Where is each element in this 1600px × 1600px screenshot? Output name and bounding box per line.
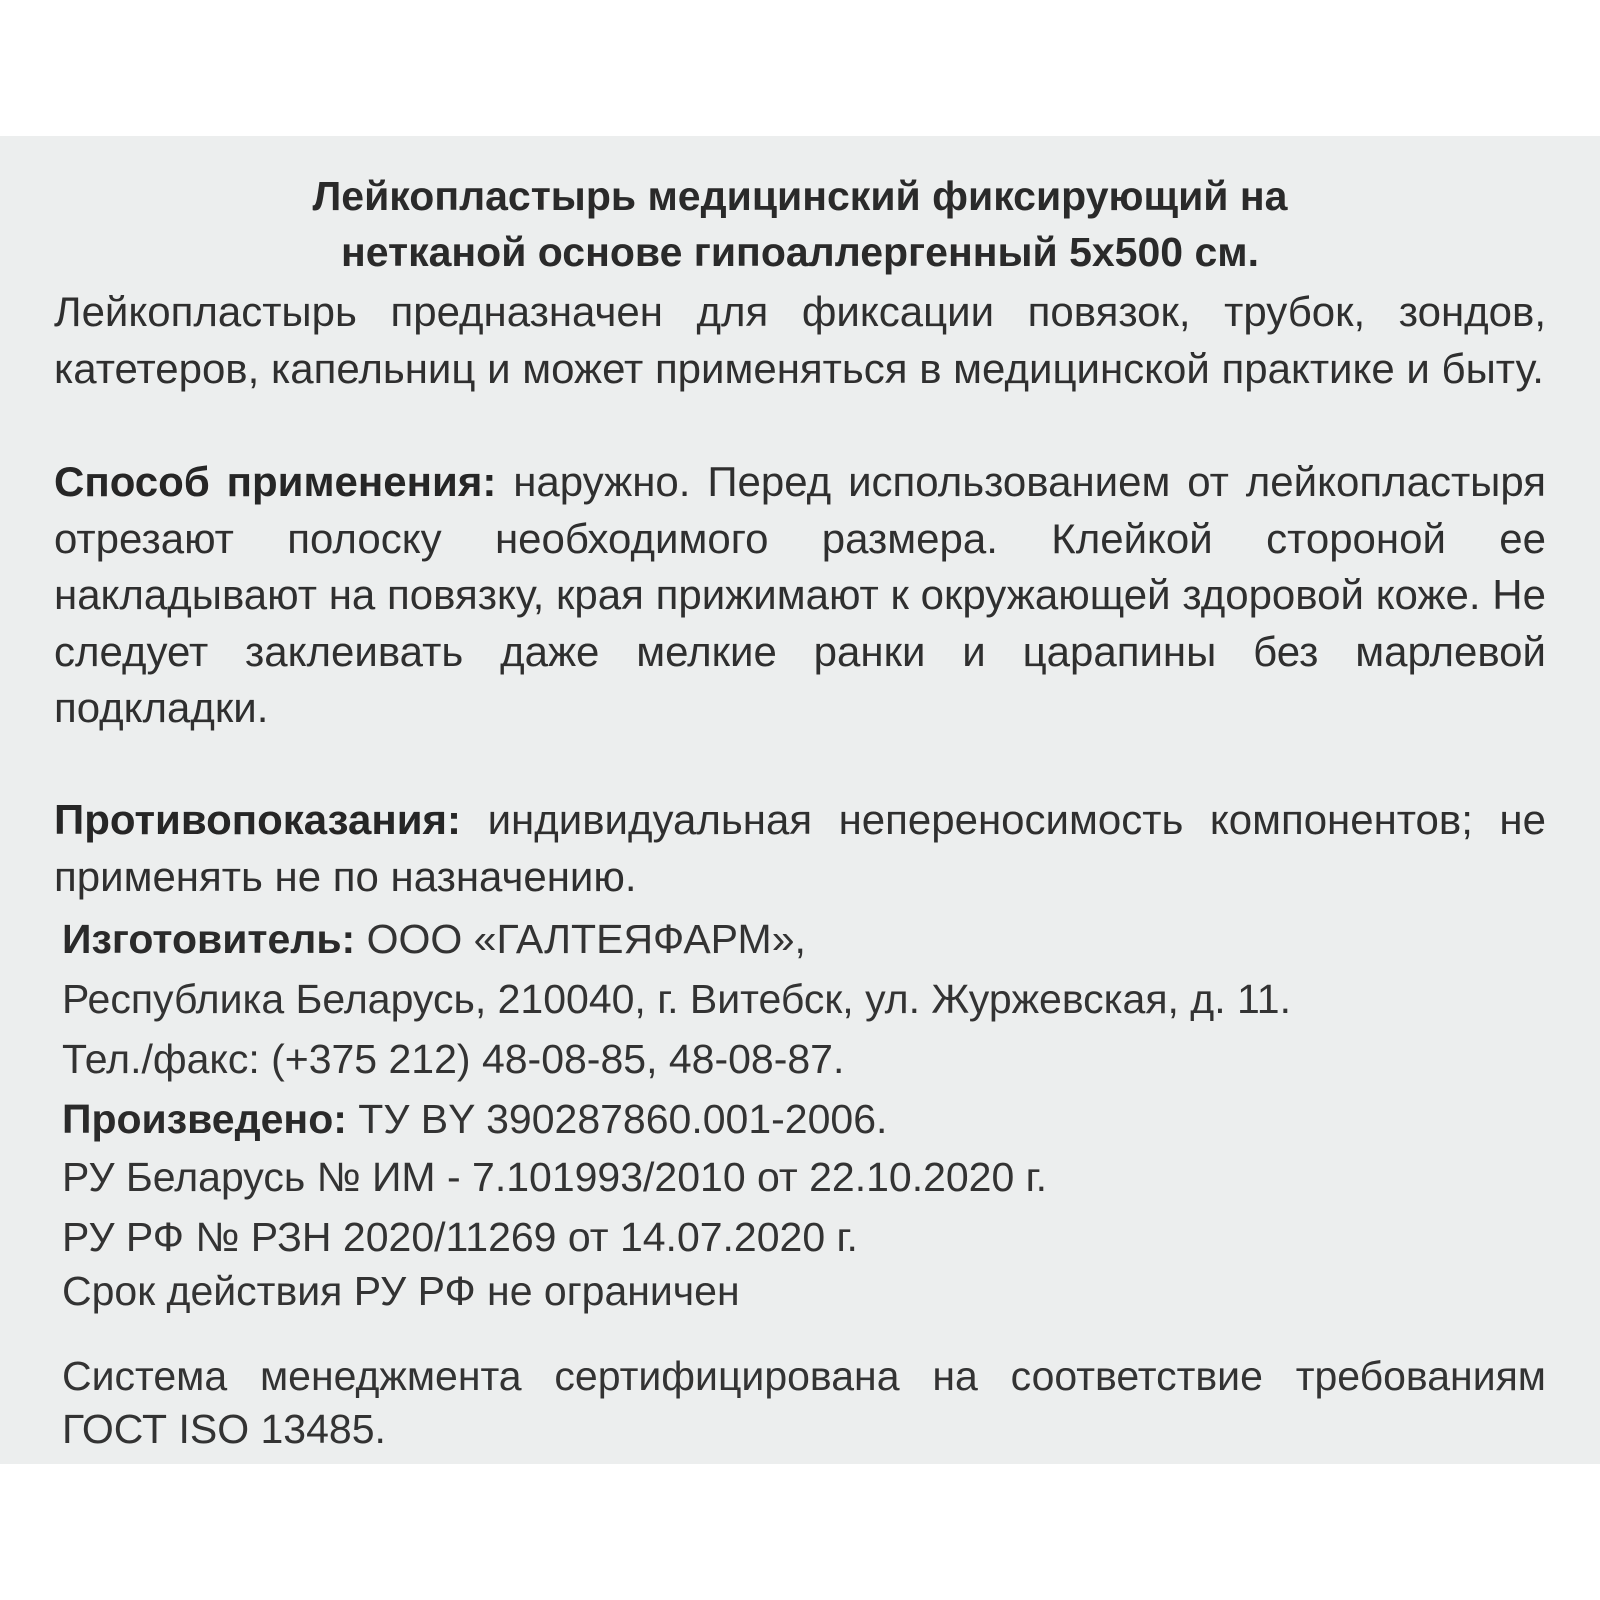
registration-by: РУ Беларусь № ИМ - 7.101993/2010 от 22.10.2020 г. bbox=[62, 1154, 1048, 1200]
registration-rf: РУ РФ № РЗН 2020/11269 от 14.07.2020 г. bbox=[62, 1214, 858, 1260]
certification-statement: Система менеджмента сертифицирована на соответствие требованиям ГОСТ ISO 13485. bbox=[62, 1353, 1546, 1452]
contraindications-label: Противопоказания: bbox=[54, 796, 462, 843]
purpose-paragraph: Лейкопластырь предназначен для фиксации повязок, трубок, зондов, катетеров, капельниц и может применяться в медицинской практике и быту. bbox=[54, 288, 1546, 392]
produced-label: Произведено: bbox=[62, 1096, 347, 1142]
contraindications-paragraph bbox=[54, 792, 1546, 905]
manufacturer-label: Изготовитель: bbox=[62, 916, 356, 962]
manufacturer-phone: Тел./факс: (+375 212) 48-08-85, 48-08-87. bbox=[62, 1036, 845, 1082]
manufacturer-line bbox=[62, 912, 806, 966]
product-title-line-2: нетканой основе гипоаллергенный 5х500 см. bbox=[340, 229, 1260, 275]
usage-label: Способ применения: bbox=[54, 458, 497, 505]
produced-line bbox=[62, 1092, 887, 1146]
usage-text: наружно. Перед использованием от лейкопластыря отрезают полоску необходимого размера. Клейкой стороной ее накладывают на повязку, края прижимают к окружающей здоровой коже. Не следует заклеивать даже мелкие ранки и царапины без марлевой подкладки. bbox=[54, 458, 1546, 731]
produced-spec: ТУ BY 390287860.001-2006. bbox=[346, 1096, 888, 1142]
registration-validity: Срок действия РУ РФ не ограничен bbox=[62, 1268, 740, 1314]
usage-paragraph bbox=[54, 454, 1546, 737]
product-title-line-1: Лейкопластырь медицинский фиксирующий на bbox=[312, 173, 1288, 219]
manufacturer-address: Республика Беларусь, 210040, г. Витебск, ул. Журжевская, д. 11. bbox=[62, 976, 1291, 1022]
manufacturer-name: ООО «ГАЛТЕЯФАРМ», bbox=[355, 916, 806, 962]
contraindications-text: индивидуальная непереносимость компонентов; не применять не по назначению. bbox=[54, 796, 1546, 900]
